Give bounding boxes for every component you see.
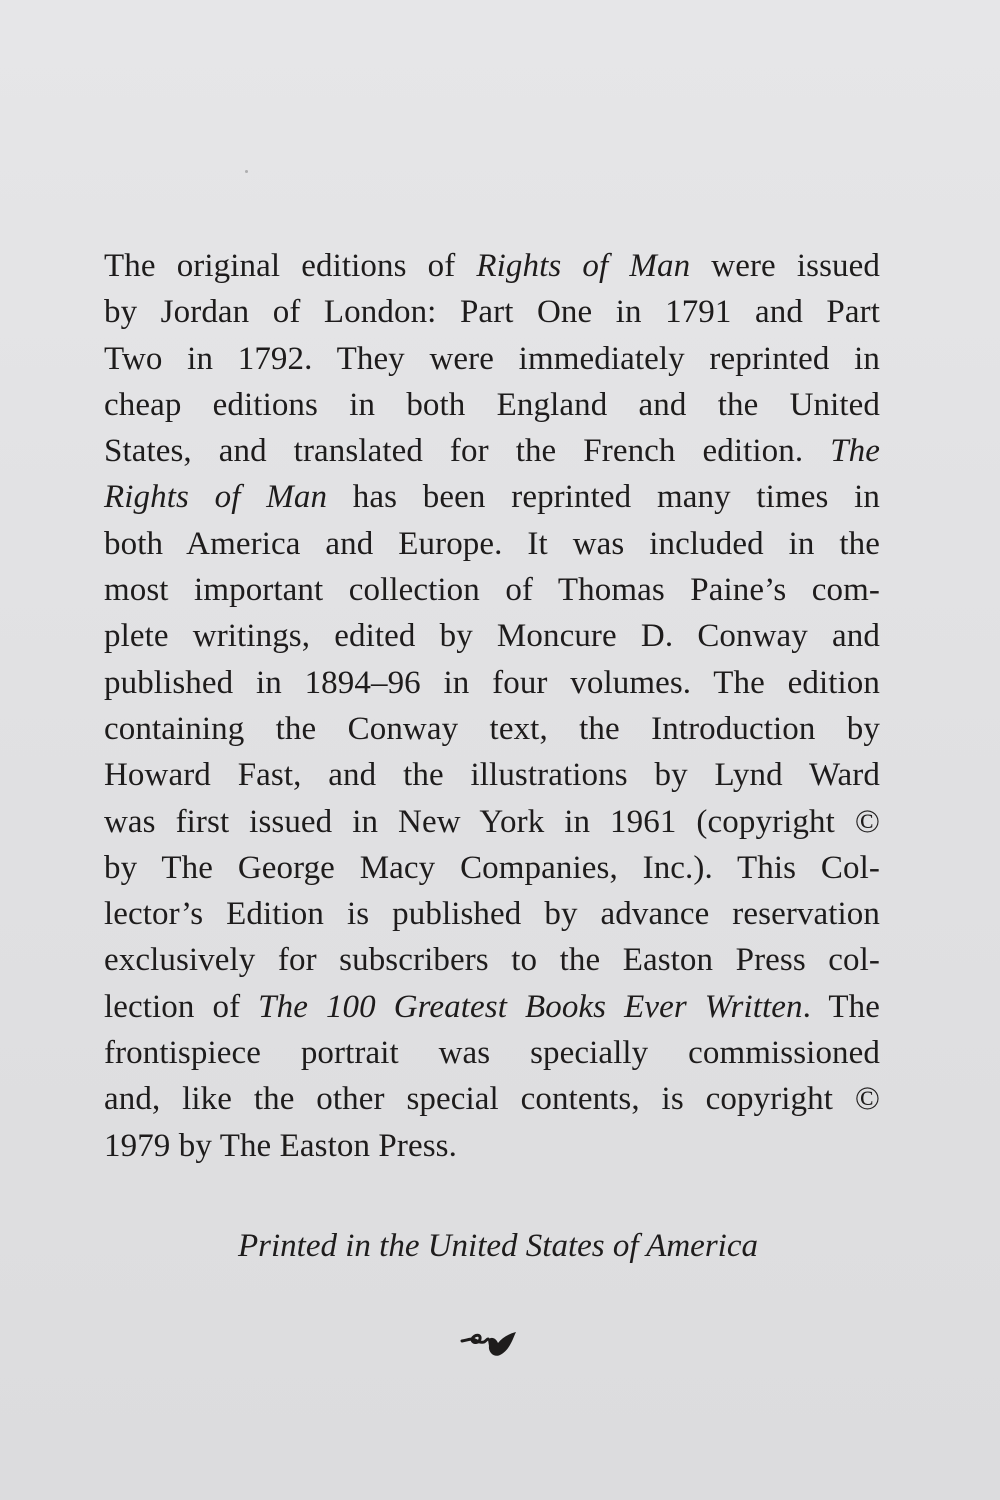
paper-speck — [245, 170, 248, 173]
paragraph-line: cheap editions in both England and the United — [104, 386, 880, 423]
colophon-paragraph — [104, 243, 880, 1169]
paragraph-line-last: 1979 by The Easton Press. — [104, 1127, 457, 1164]
paragraph-line: The original editions of Rights of Man were issued — [104, 248, 880, 284]
book-title-italic: The — [830, 433, 880, 470]
paragraph-line: containing the Conway text, the Introduction by — [104, 710, 880, 747]
paragraph-line: plete writings, edited by Moncure D. Conway and — [104, 618, 880, 655]
paragraph-line: and, like the other special contents, is copyright © — [104, 1081, 880, 1118]
paragraph-line: exclusively for subscribers to the Easton Press col- — [104, 942, 880, 979]
paragraph-line: Rights of Man has been reprinted many times in — [104, 479, 881, 516]
paragraph-line: published in 1894–96 in four volumes. The edition — [104, 664, 880, 701]
book-title-italic: Rights of Man — [104, 479, 328, 516]
paragraph-line: Howard Fast, and the illustrations by Lynd Ward — [104, 757, 880, 794]
paragraph-line: frontispiece portrait was specially commissioned — [104, 1035, 880, 1072]
paragraph-line: was first issued in New York in 1961 (copyright © — [104, 803, 880, 840]
printed-in-imprint: Printed in the United States of America — [238, 1228, 758, 1264]
paragraph-line: lection of The 100 Greatest Books Ever Written. The — [104, 988, 881, 1025]
paragraph-line: by Jordan of London: Part One in 1791 and Part — [104, 294, 880, 331]
book-title-italic: Rights of Man — [476, 248, 691, 284]
fleuron-ornament-icon — [458, 1328, 522, 1358]
series-title-italic: The 100 Greatest Books Ever Written — [258, 988, 803, 1025]
paragraph-line: States, and translated for the French edition. The — [104, 433, 880, 470]
paragraph-line: lector’s Edition is published by advance reservation — [104, 896, 880, 933]
paragraph-line: Two in 1792. They were immediately reprinted in — [104, 340, 880, 377]
paragraph-line: both America and Europe. It was included in the — [104, 525, 880, 562]
paragraph-line: by The George Macy Companies, Inc.). This Col- — [104, 849, 880, 886]
paragraph-line: most important collection of Thomas Paine’s com- — [104, 572, 880, 609]
